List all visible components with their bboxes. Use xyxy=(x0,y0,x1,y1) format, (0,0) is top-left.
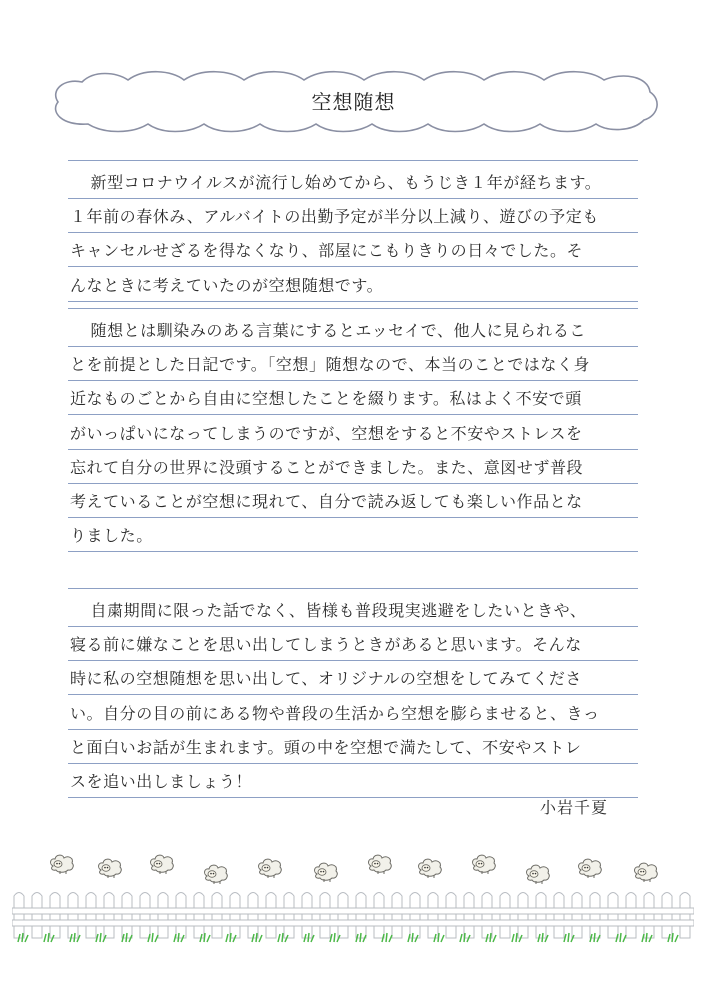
ruled-line xyxy=(68,160,638,161)
ruled-line xyxy=(68,729,638,730)
ruled-line xyxy=(68,380,638,381)
ruled-line xyxy=(68,266,638,267)
sheep-icon xyxy=(523,862,553,886)
fence-picket xyxy=(284,893,294,939)
ruled-line xyxy=(68,551,638,552)
text-line: 随想とは馴染みのある言葉にするとエッセイで、他人に見られるこ xyxy=(74,321,586,340)
fence-picket xyxy=(86,893,96,939)
text-line: 時に私の空想随想を思い出して、オリジナルの空想をしてみてくださ xyxy=(70,669,582,689)
ruled-line xyxy=(68,301,638,302)
grass-blade xyxy=(382,933,392,942)
fence-picket xyxy=(212,893,222,939)
ruled-line xyxy=(68,660,638,661)
text-line: りました。 xyxy=(70,526,153,546)
text-line: 新型コロナウイルスが流行し始めてから、もうじき１年が経ちます。 xyxy=(74,173,602,192)
fence-picket xyxy=(32,893,42,939)
fence-picket xyxy=(158,893,168,939)
fence-picket xyxy=(446,893,456,939)
sheep-icon xyxy=(47,852,77,876)
sheep-icon xyxy=(415,856,445,880)
fence-picket xyxy=(266,893,276,939)
fence-picket xyxy=(68,893,78,939)
fence-picket xyxy=(572,893,582,939)
fence-picket xyxy=(500,893,510,939)
fence-picket xyxy=(410,893,420,939)
ruled-line xyxy=(68,346,638,347)
ruled-line xyxy=(68,626,638,627)
fence-picket xyxy=(176,893,186,939)
text-line: とを前提とした日記です。「空想」随想なので、本当のことではなく身 xyxy=(70,355,591,375)
ruled-line xyxy=(68,308,638,309)
text-line: 自粛期間に限った話でなく、皆様も普段現実逃避をしたいときや、 xyxy=(74,601,587,620)
fence-picket xyxy=(428,893,438,939)
fence-picket xyxy=(104,893,114,939)
fence-picket xyxy=(50,893,60,939)
sheep-icon xyxy=(147,852,177,876)
text-line: 考えていることが空想に現れて、自分で読み返しても楽しい作品とな xyxy=(70,492,583,511)
fence-picket xyxy=(680,893,690,939)
text-line: 近なものごとから自由に空想したことを綴ります。私はよく不安で頭 xyxy=(70,389,582,409)
fence-picket xyxy=(590,893,600,939)
text-line: い。自分の目の前にある物や普段の生活から空想を膨らませると、きっ xyxy=(70,703,600,723)
fence-picket xyxy=(554,893,564,939)
grass-blade xyxy=(200,933,210,942)
fence-picket xyxy=(644,893,654,939)
fence-picket xyxy=(320,893,330,939)
ruled-line xyxy=(68,449,638,450)
fence-picket xyxy=(14,893,24,939)
sheep-icon xyxy=(469,852,499,876)
text-line: と面白いお話が生まれます。頭の中を空想で満たして、不安やストレ xyxy=(70,737,582,757)
fence-picket xyxy=(392,893,402,939)
ruled-line xyxy=(68,232,638,233)
fence-picket xyxy=(194,893,204,939)
page-title: 空想随想 xyxy=(311,90,396,114)
fence-picket xyxy=(230,893,240,939)
sheep-icon xyxy=(201,862,231,886)
fence-picket xyxy=(518,893,528,939)
fence-picket xyxy=(608,893,618,939)
sheep-icon xyxy=(631,860,661,884)
grass-blade xyxy=(252,933,262,942)
fence-picket xyxy=(338,893,348,939)
grass-blade xyxy=(148,933,158,942)
fence-picket xyxy=(536,893,546,939)
author-name: 小岩千夏 xyxy=(540,798,609,817)
text-line: んなときに考えていたのが空想随想です。 xyxy=(70,275,384,295)
ruled-line xyxy=(68,414,638,415)
fence-picket xyxy=(482,893,492,939)
grass-blade xyxy=(18,933,28,942)
sheep-icon xyxy=(311,860,341,884)
text-line: がいっぱいになってしまうのですが、空想をすると不安やストレスを xyxy=(70,423,583,443)
ruled-line xyxy=(68,517,638,518)
picket-fence-icon xyxy=(12,886,694,946)
grass-blade xyxy=(486,933,496,942)
ruled-line xyxy=(68,483,638,484)
grass-blade xyxy=(434,933,444,942)
fence-picket xyxy=(356,893,366,939)
fence-picket xyxy=(626,893,636,939)
fence-picket xyxy=(464,893,474,939)
fence-picket xyxy=(302,893,312,939)
ruled-line xyxy=(68,763,638,764)
ruled-line xyxy=(68,694,638,695)
sheep-icon xyxy=(575,856,605,880)
fence-picket xyxy=(248,893,258,939)
grass-blade xyxy=(668,933,678,942)
text-line: 寝る前に嫌なことを思い出してしまうときがあると思います。そんな xyxy=(70,635,582,655)
fence-picket xyxy=(662,893,672,939)
fence-picket xyxy=(122,893,132,939)
sheep-icon xyxy=(365,852,395,876)
fence-picket xyxy=(140,893,150,939)
ruled-line xyxy=(68,588,638,589)
text-line: キャンセルせざるを得なくなり、部屋にこもりきりの日々でした。そ xyxy=(70,241,584,261)
text-line: 忘れて自分の世界に没頭することができました。また、意図せず普段 xyxy=(70,457,584,477)
ruled-line xyxy=(68,198,638,199)
sheep-icon xyxy=(95,856,125,880)
text-line: １年前の春休み、アルバイトの出勤予定が半分以上減り、遊びの予定も xyxy=(70,207,599,227)
fence-picket xyxy=(374,893,384,939)
sheep-icon xyxy=(255,856,285,880)
grass-blade xyxy=(616,933,626,942)
text-line: スを追い出しましょう！ xyxy=(70,772,253,791)
